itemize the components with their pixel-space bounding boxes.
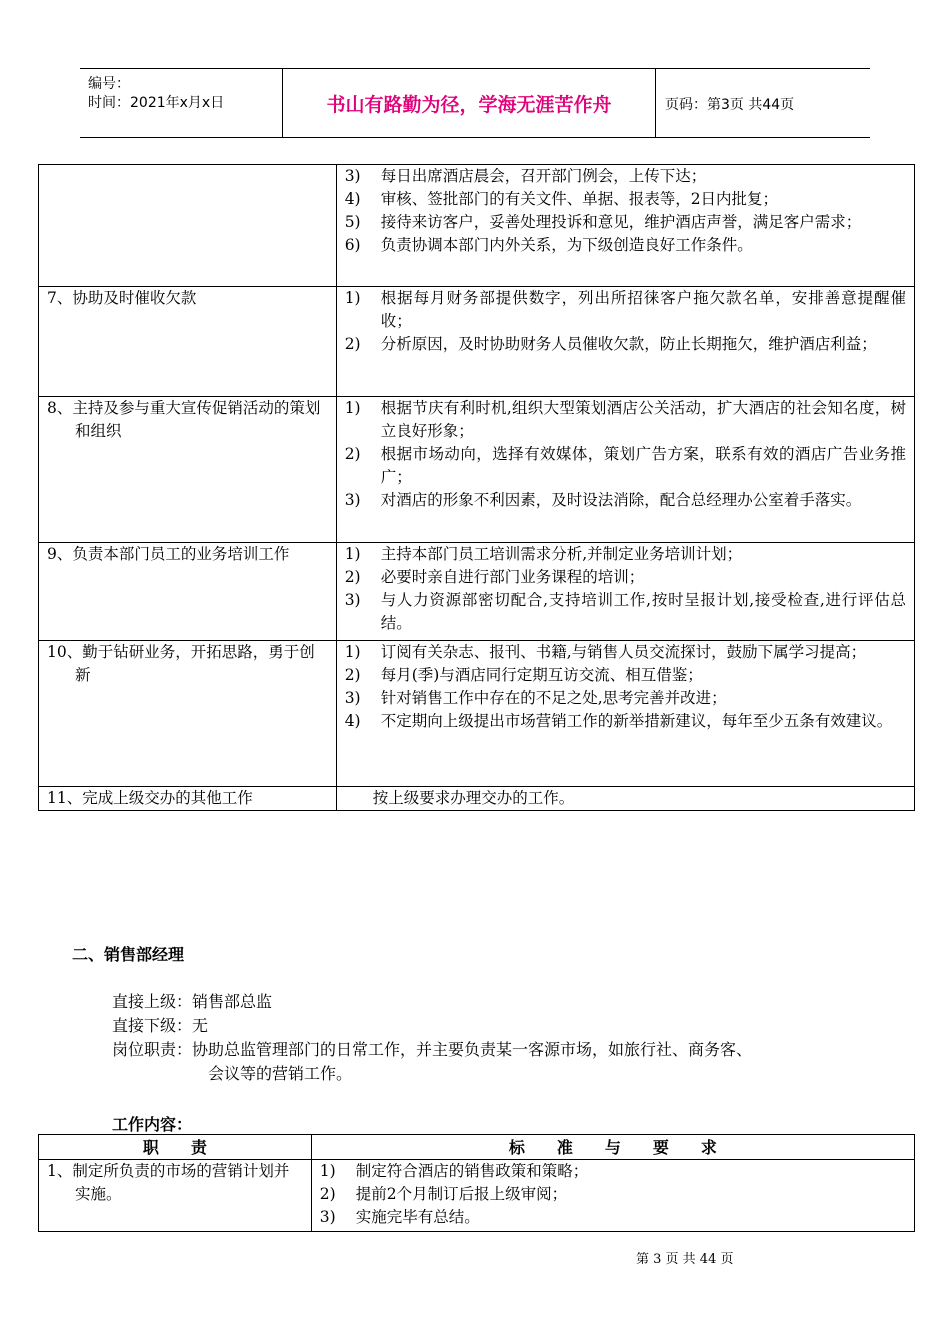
duty-text: 11、完成上级交办的其他工作: [47, 789, 253, 807]
item-text: 根据节庆有利时机,组织大型策划酒店公关活动，扩大酒店的社会知名度，树立良好形象；: [380, 399, 906, 440]
standard-item: [337, 787, 914, 810]
standard-item: [337, 188, 914, 211]
item-number: 3): [344, 591, 361, 609]
item-number: 5): [344, 213, 361, 231]
section-title: 二、销售部经理: [72, 945, 185, 964]
item-number: 3): [344, 689, 361, 707]
page-footer: 第 3 页 共 44 页: [636, 1252, 734, 1267]
standard-cell: [336, 543, 914, 641]
standard-cell: [311, 1160, 914, 1232]
item-text: 每日出席酒店晨会，召开部门例会，上传下达；: [380, 167, 707, 185]
standard-item: [337, 543, 914, 566]
duty-text: 8、主持及参与重大宣传促销活动的策划和组织: [47, 399, 321, 440]
item-text: 必要时亲自进行部门业务课程的培训；: [380, 568, 645, 586]
item-number: 2): [344, 568, 361, 586]
item-text: 与人力资源部密切配合,支持培训工作,按时呈报计划,接受检查,进行评估总结。: [380, 591, 906, 632]
item-number: 4): [344, 712, 361, 730]
duty-cell: [39, 787, 337, 811]
duty-table-1: [38, 164, 915, 811]
standard-cell: [336, 165, 914, 287]
item-text: 负责协调本部门内外关系，为下级创造良好工作条件。: [380, 236, 753, 254]
standard-item: [337, 664, 914, 687]
standard-cell: [336, 787, 914, 811]
item-number: 1): [344, 399, 361, 417]
standard-item: [337, 165, 914, 188]
time-label: 时间：2021年x月x日: [88, 95, 225, 111]
item-text: 按上级要求办理交办的工作。: [372, 789, 575, 807]
item-number: [337, 787, 373, 810]
item-number: 4): [344, 190, 361, 208]
duty-text: 9、负责本部门员工的业务培训工作: [47, 545, 290, 563]
item-text: 对酒店的形象不利因素，及时设法消除，配合总经理办公室着手落实。: [380, 491, 862, 509]
table-row: [39, 287, 915, 397]
job-duties: 岗位职责：协助总监管理部门的日常工作，并主要负责某一客源市场，如旅行社、商务客、: [112, 1040, 753, 1059]
col-duty-header: 职 责: [39, 1135, 312, 1160]
duty-cell: [39, 641, 337, 787]
standard-item: [337, 710, 914, 733]
standard-item: [337, 287, 914, 333]
duty-cell: [39, 397, 337, 543]
item-number: 2): [344, 666, 361, 684]
item-text: 审核、签批部门的有关文件、单据、报表等，2日内批复；: [380, 190, 779, 208]
table-row: [39, 397, 915, 543]
item-text: 针对销售工作中存在的不足之处,思考完善并改进；: [380, 689, 727, 707]
duty-text: 1、制定所负责的市场的营销计划并实施。: [47, 1162, 290, 1203]
item-text: 每月(季)与酒店同行定期互访交流、相互借鉴；: [380, 666, 703, 684]
motto: 书山有路勤为径，学海无涯苦作舟: [283, 69, 656, 137]
standard-cell: [336, 641, 914, 787]
duty-table-2: [38, 1134, 915, 1232]
standard-item: [337, 397, 914, 443]
item-number: 1): [344, 545, 361, 563]
duty-cell: [39, 1160, 312, 1232]
item-text: 接待来访客户，妥善处理投诉和意见，维护酒店声誉，满足客户需求；: [380, 213, 862, 231]
col-standard-header: 标 准 与 要 求: [311, 1135, 914, 1160]
direct-superior: 直接上级：销售部总监: [112, 992, 273, 1011]
duty-text: 7、协助及时催收欠款: [47, 289, 197, 307]
table-row: [39, 787, 915, 811]
table-row: [39, 641, 915, 787]
header-info-cell: [80, 69, 283, 137]
standard-item: [312, 1160, 914, 1183]
item-number: 1): [344, 289, 361, 307]
item-number: 6): [344, 236, 361, 254]
item-text: 主持本部门员工培训需求分析,并制定业务培训计划；: [380, 545, 743, 563]
standard-item: [337, 211, 914, 234]
standard-item: [312, 1206, 914, 1229]
page-label: 页码：第3页 共44页: [665, 97, 795, 113]
standard-item: [312, 1183, 914, 1206]
work-content-title: 工作内容：: [112, 1115, 193, 1134]
duty-cell: [39, 543, 337, 641]
item-text: 订阅有关杂志、报刊、书籍,与销售人员交流探讨，鼓励下属学习提高；: [380, 643, 867, 661]
item-number: 2): [344, 335, 361, 353]
table-header-row: [39, 1135, 915, 1160]
item-text: 根据每月财务部提供数字，列出所招徕客户拖欠款名单，安排善意提醒催收；: [380, 289, 906, 330]
standard-item: [337, 333, 914, 356]
item-text: 实施完毕有总结。: [355, 1208, 480, 1226]
item-text: 提前2个月制订后报上级审阅；: [355, 1185, 568, 1203]
item-text: 制定符合酒店的销售政策和策略；: [355, 1162, 589, 1180]
duty-cell: [39, 287, 337, 397]
item-number: 1): [319, 1162, 336, 1180]
item-text: 根据市场动向，选择有效媒体，策划广告方案，联系有效的酒店广告业务推广；: [380, 445, 906, 486]
direct-subordinate: 直接下级：无: [112, 1016, 209, 1035]
item-number: 3): [344, 167, 361, 185]
job-duties-cont: 会议等的营销工作。: [208, 1064, 353, 1083]
standard-item: [337, 489, 914, 512]
table-row: [39, 543, 915, 641]
page-header: [80, 68, 870, 138]
table-row: [39, 165, 915, 287]
standard-cell: [336, 397, 914, 543]
standard-item: [337, 641, 914, 664]
table-row: [39, 1160, 915, 1232]
standard-item: [337, 566, 914, 589]
item-number: 1): [344, 643, 361, 661]
standard-item: [337, 234, 914, 257]
duty-cell: [39, 165, 337, 287]
standard-item: [337, 443, 914, 489]
standard-item: [337, 589, 914, 635]
standard-cell: [336, 287, 914, 397]
item-number: 3): [319, 1208, 336, 1226]
duty-text: 10、勤于钻研业务，开拓思路，勇于创新: [47, 643, 315, 684]
item-number: 2): [319, 1185, 336, 1203]
item-number: 3): [344, 491, 361, 509]
item-text: 不定期向上级提出市场营销工作的新举措新建议，每年至少五条有效建议。: [380, 712, 893, 730]
item-text: 分析原因，及时协助财务人员催收欠款，防止长期拖欠，维护酒店利益；: [380, 335, 877, 353]
number-label: 编号：: [88, 76, 130, 92]
item-number: 2): [344, 445, 361, 463]
standard-item: [337, 687, 914, 710]
